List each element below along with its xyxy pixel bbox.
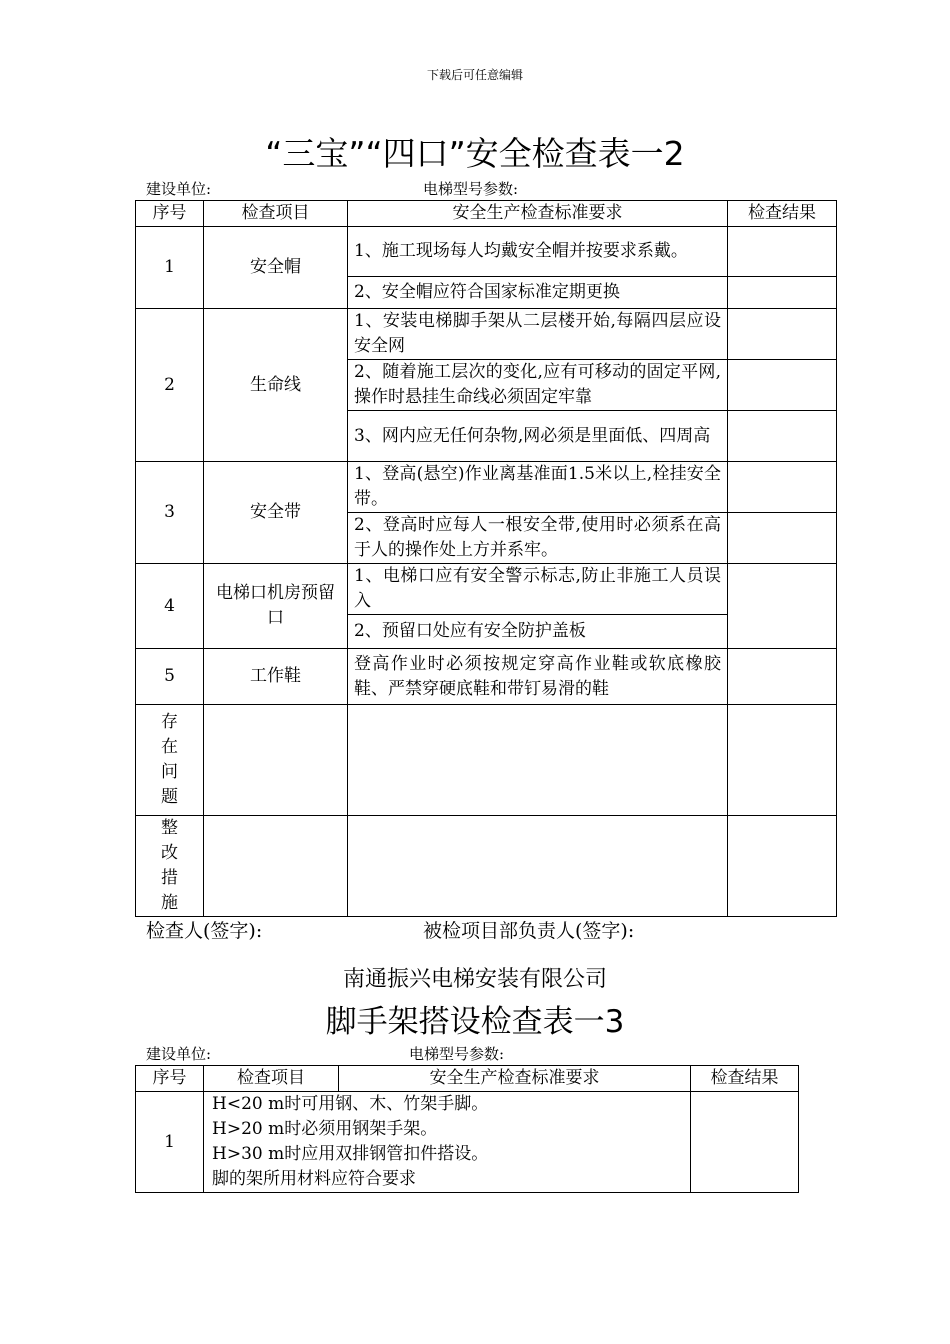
result-cell[interactable] <box>728 227 837 277</box>
manager-signature-label: 被检项目部负责人(签字): <box>423 920 635 942</box>
row-no: 1 <box>136 1092 204 1193</box>
row-item: 安全帽 <box>204 227 348 309</box>
measures-result-cell[interactable] <box>728 816 837 917</box>
row-requirement: 1、登高(悬空)作业离基准面1.5米以上,栓挂安全带。 <box>348 462 728 513</box>
result-cell[interactable] <box>728 277 837 309</box>
result-cell[interactable] <box>728 649 837 705</box>
sheet1-header-row <box>136 201 837 227</box>
row-requirement: 3、网内应无任何杂物,网必须是里面低、四周高 <box>348 411 728 462</box>
table-row <box>136 309 837 360</box>
requirement-line: H>20 m时必须用钢架手架。 <box>212 1119 438 1139</box>
col-header-requirement: 安全生产检查标准要求 <box>339 1066 691 1092</box>
result-cell[interactable] <box>728 564 837 649</box>
requirement-line: H<20 m时可用钢、木、竹架手脚。 <box>212 1094 489 1114</box>
problems-label-char: 问 <box>161 762 178 782</box>
measures-label-char: 改 <box>161 843 178 863</box>
requirement-line: 脚的架所用材料应符合要求 <box>212 1169 416 1189</box>
col-header-requirement: 安全生产检查标准要求 <box>348 201 728 227</box>
sheet2-elevator-model-label: 电梯型号参数: <box>409 1045 505 1063</box>
problems-label-char: 在 <box>161 737 178 757</box>
sheet1-title: “三宝”“四口”安全检查表一2 <box>265 134 685 173</box>
measures-label-char: 措 <box>161 868 178 888</box>
sheet1-elevator-model-label: 电梯型号参数: <box>423 180 519 198</box>
row-requirement: 2、安全帽应符合国家标准定期更换 <box>348 277 728 309</box>
table-row <box>136 227 837 277</box>
sheet2-table <box>135 1065 799 1193</box>
table-row <box>136 1092 799 1193</box>
sheet2-construction-unit-label: 建设单位: <box>146 1045 212 1063</box>
col-header-result: 检查结果 <box>691 1066 799 1092</box>
measures-row <box>136 816 837 917</box>
row-item: 安全带 <box>204 462 348 564</box>
sheet2-header-row <box>136 1066 799 1092</box>
requirement-line: H>30 m时应用双排钢管扣件搭设。 <box>212 1144 489 1164</box>
measures-item-cell[interactable] <box>204 816 348 917</box>
header-note: 下载后可任意编辑 <box>426 68 523 82</box>
sheet2-title: 脚手架搭设检查表一3 <box>325 1004 625 1040</box>
problems-label-char: 存 <box>161 712 178 732</box>
company-name: 南通振兴电梯安装有限公司 <box>342 967 607 992</box>
problems-label <box>136 705 204 816</box>
row-requirement: 登高作业时必须按规定穿高作业鞋或软底橡胶鞋、严禁穿硬底鞋和带钉易滑的鞋 <box>348 649 728 705</box>
row-no: 4 <box>136 564 204 649</box>
result-cell[interactable] <box>728 360 837 411</box>
row-no: 3 <box>136 462 204 564</box>
col-header-item: 检查项目 <box>204 1066 339 1092</box>
result-cell[interactable] <box>691 1092 799 1193</box>
row-requirement <box>204 1092 691 1193</box>
problems-row <box>136 705 837 816</box>
measures-detail-cell[interactable] <box>348 816 728 917</box>
row-requirement: 2、随着施工层次的变化,应有可移动的固定平网,操作时悬挂生命线必须固定牢靠 <box>348 360 728 411</box>
col-header-result: 检查结果 <box>728 201 837 227</box>
row-item: 电梯口机房预留口 <box>204 564 348 649</box>
result-cell[interactable] <box>728 411 837 462</box>
result-cell[interactable] <box>728 462 837 513</box>
row-no: 1 <box>136 227 204 309</box>
sheet1-table <box>135 200 837 917</box>
row-item: 生命线 <box>204 309 348 462</box>
row-requirement: 2、预留口处应有安全防护盖板 <box>348 615 728 649</box>
measures-label-char: 整 <box>161 818 178 838</box>
problems-result-cell[interactable] <box>728 705 837 816</box>
problems-detail-cell[interactable] <box>348 705 728 816</box>
col-header-no: 序号 <box>136 1066 204 1092</box>
row-requirement: 1、电梯口应有安全警示标志,防止非施工人员误入 <box>348 564 728 615</box>
col-header-no: 序号 <box>136 201 204 227</box>
row-requirement: 2、登高时应每人一根安全带,使用时必须系在高于人的操作处上方并系牢。 <box>348 513 728 564</box>
row-requirement: 1、安装电梯脚手架从二层楼开始,每隔四层应设安全网 <box>348 309 728 360</box>
row-no: 2 <box>136 309 204 462</box>
row-requirement: 1、施工现场每人均戴安全帽并按要求系戴。 <box>348 227 728 277</box>
sheet1-construction-unit-label: 建设单位: <box>146 180 212 198</box>
table-row <box>136 649 837 705</box>
inspector-signature-label: 检查人(签字): <box>146 920 263 942</box>
measures-label-char: 施 <box>161 893 178 913</box>
col-header-item: 检查项目 <box>204 201 348 227</box>
result-cell[interactable] <box>728 309 837 360</box>
row-item: 工作鞋 <box>204 649 348 705</box>
row-no: 5 <box>136 649 204 705</box>
table-row <box>136 564 837 615</box>
problems-item-cell[interactable] <box>204 705 348 816</box>
problems-label-char: 题 <box>161 787 178 807</box>
result-cell[interactable] <box>728 513 837 564</box>
measures-label <box>136 816 204 917</box>
table-row <box>136 462 837 513</box>
